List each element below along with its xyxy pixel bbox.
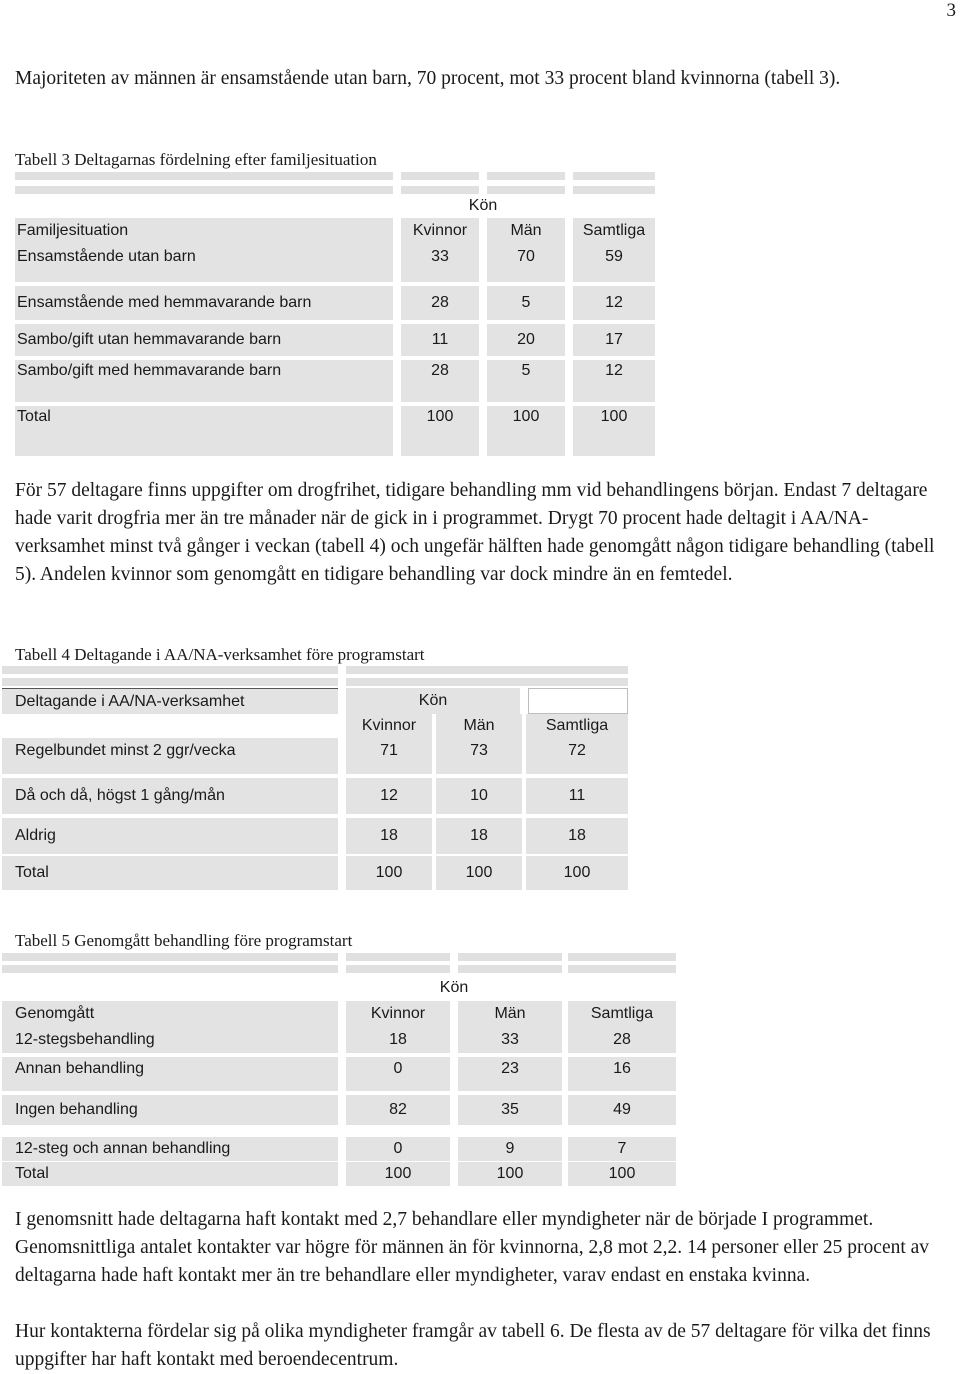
table-5	[2, 953, 676, 1187]
row-label: Då och då, högst 1 gång/mån	[2, 778, 338, 814]
cell-samtliga: 18	[526, 818, 628, 854]
row-label: Aldrig	[2, 818, 338, 854]
cell-man: 33	[458, 1027, 562, 1053]
column-header-man: Män	[436, 714, 522, 738]
column-header-deltagande: Deltagande i AA/NA-verksamhet	[2, 688, 338, 714]
closing-paragraph-1: I genomsnitt hade deltagarna haft kontakt med 2,7 behandlare eller myndigheter när de började I programmet. Genomsnittliga antalet kontakter var högre för männen än för kvinnorna, 2,8 mot 2,2. 14 personer eller 25 procent av deltagarna hade haft kontakt mer än tre behandlare eller myndigheter, varav endast en enstaka kvinna.	[15, 1209, 930, 1286]
row-label: 12-stegsbehandling	[2, 1027, 338, 1053]
cell-kvinnor: 11	[401, 324, 479, 356]
column-header-samtliga: Samtliga	[568, 1001, 676, 1027]
cell-samtliga: 72	[526, 738, 628, 774]
column-header-genomgatt: Genomgått	[2, 1001, 338, 1027]
cell-kvinnor: 12	[346, 778, 432, 814]
table-row	[2, 738, 628, 774]
cell-kvinnor: 28	[401, 360, 479, 402]
table-header-row	[2, 714, 628, 738]
table-header-row	[2, 1001, 676, 1027]
row-label: Ensamstående med hemmavarande barn	[15, 286, 393, 320]
middle-paragraph: För 57 deltagare finns uppgifter om drogfrihet, tidigare behandling mm vid behandlingens början. Endast 7 deltagare hade varit drogfria mer än tre månader när de gick in i programmet. Drygt 70 procent hade deltagit i AA/NA-verksamhet minst två gånger i veckan (tabell 4) och ungefär hälften hade genomgått någon tidigare behandling (tabell 5). Andelen kvinnor som genomgått en tidigare behandling var dock mindre än en femtedel.	[15, 480, 935, 585]
cell-samtliga: 100	[526, 856, 628, 890]
kon-header: Kön	[439, 979, 469, 996]
row-label: 12-steg och annan behandling	[2, 1137, 338, 1161]
row-label: Total	[2, 856, 338, 890]
cell-kvinnor: 71	[346, 738, 432, 774]
cell-samtliga: 28	[568, 1027, 676, 1053]
cell-samtliga: 12	[573, 360, 655, 402]
cell-man: 35	[458, 1095, 562, 1125]
table-3	[15, 172, 655, 457]
column-header-samtliga: Samtliga	[573, 218, 655, 244]
column-header-kvinnor: Kvinnor	[346, 1001, 450, 1027]
cell-kvinnor: 28	[401, 286, 479, 320]
cell-samtliga: 59	[573, 244, 655, 282]
table-header-group-row	[15, 194, 655, 218]
cell-kvinnor: 100	[346, 856, 432, 890]
row-label: Sambo/gift utan hemmavarande barn	[15, 324, 393, 356]
cell-samtliga: 17	[573, 324, 655, 356]
cell-man: 100	[436, 856, 522, 890]
page-number: 3	[946, 0, 956, 21]
column-header-familjesituation: Familjesituation	[15, 218, 393, 244]
table-row	[2, 1057, 676, 1091]
cell-man: 5	[487, 360, 565, 402]
cell-man: 100	[458, 1162, 562, 1186]
cell-samtliga: 100	[568, 1162, 676, 1186]
row-label: Regelbundet minst 2 ggr/vecka	[2, 738, 338, 774]
table-row	[2, 1162, 676, 1186]
row-label: Ingen behandling	[2, 1095, 338, 1125]
row-label: Ensamstående utan barn	[15, 244, 393, 282]
table-row	[15, 286, 655, 320]
column-header-kvinnor: Kvinnor	[346, 714, 432, 738]
table-row	[15, 244, 655, 282]
table-row	[2, 856, 628, 890]
cell-man: 73	[436, 738, 522, 774]
table3-caption: Tabell 3 Deltagarnas fördelning efter familjesituation	[15, 150, 377, 169]
table-row	[15, 324, 655, 356]
closing-paragraph-2: Hur kontakterna fördelar sig på olika myndigheter framgår av tabell 6. De flesta av de 57 deltagare för vilka det finns uppgifter har haft kontakt med beroendecentrum.	[15, 1321, 931, 1370]
cell-man: 20	[487, 324, 565, 356]
cell-samtliga: 49	[568, 1095, 676, 1125]
cell-man: 18	[436, 818, 522, 854]
column-header-man: Män	[487, 218, 565, 244]
cell-kvinnor: 18	[346, 1027, 450, 1053]
row-label: Total	[15, 406, 393, 456]
cell-samtliga: 11	[526, 778, 628, 814]
cell-kvinnor: 100	[401, 406, 479, 456]
cell-kvinnor: 100	[346, 1162, 450, 1186]
cell-man: 5	[487, 286, 565, 320]
intro-paragraph: Majoriteten av männen är ensamstående utan barn, 70 procent, mot 33 procent bland kvinnorna (tabell 3).	[15, 68, 841, 89]
cell-man: 23	[458, 1057, 562, 1091]
cell-kvinnor: 33	[401, 244, 479, 282]
column-header-man: Män	[458, 1001, 562, 1027]
cell-kvinnor: 0	[346, 1057, 450, 1091]
cell-man: 9	[458, 1137, 562, 1161]
kon-header: Kön	[346, 688, 520, 714]
kon-header: Kön	[468, 197, 498, 214]
column-header-kvinnor: Kvinnor	[401, 218, 479, 244]
table-row	[2, 778, 628, 814]
table-header-row	[15, 218, 655, 244]
cell-kvinnor: 0	[346, 1137, 450, 1161]
table-header-group-row	[2, 975, 676, 1001]
table-row	[15, 406, 655, 456]
row-label: Annan behandling	[2, 1057, 338, 1091]
cell-man: 70	[487, 244, 565, 282]
table-row	[2, 1137, 676, 1161]
row-label: Sambo/gift med hemmavarande barn	[15, 360, 393, 402]
table-4	[2, 666, 628, 892]
cell-samtliga: 16	[568, 1057, 676, 1091]
cell-samtliga: 100	[573, 406, 655, 456]
cell-samtliga: 12	[573, 286, 655, 320]
row-label: Total	[2, 1162, 338, 1186]
column-header-samtliga: Samtliga	[526, 714, 628, 738]
cell-kvinnor: 82	[346, 1095, 450, 1125]
table-header-group-row	[2, 688, 628, 714]
cell-man: 10	[436, 778, 522, 814]
cell-samtliga: 7	[568, 1137, 676, 1161]
table-row	[2, 818, 628, 854]
table4-caption: Tabell 4 Deltagande i AA/NA-verksamhet före programstart	[15, 645, 425, 664]
table-row	[2, 1095, 676, 1125]
table5-caption: Tabell 5 Genomgått behandling före programstart	[15, 931, 353, 950]
table-row	[2, 1027, 676, 1053]
cell-man: 100	[487, 406, 565, 456]
table-row	[15, 360, 655, 402]
cell-kvinnor: 18	[346, 818, 432, 854]
